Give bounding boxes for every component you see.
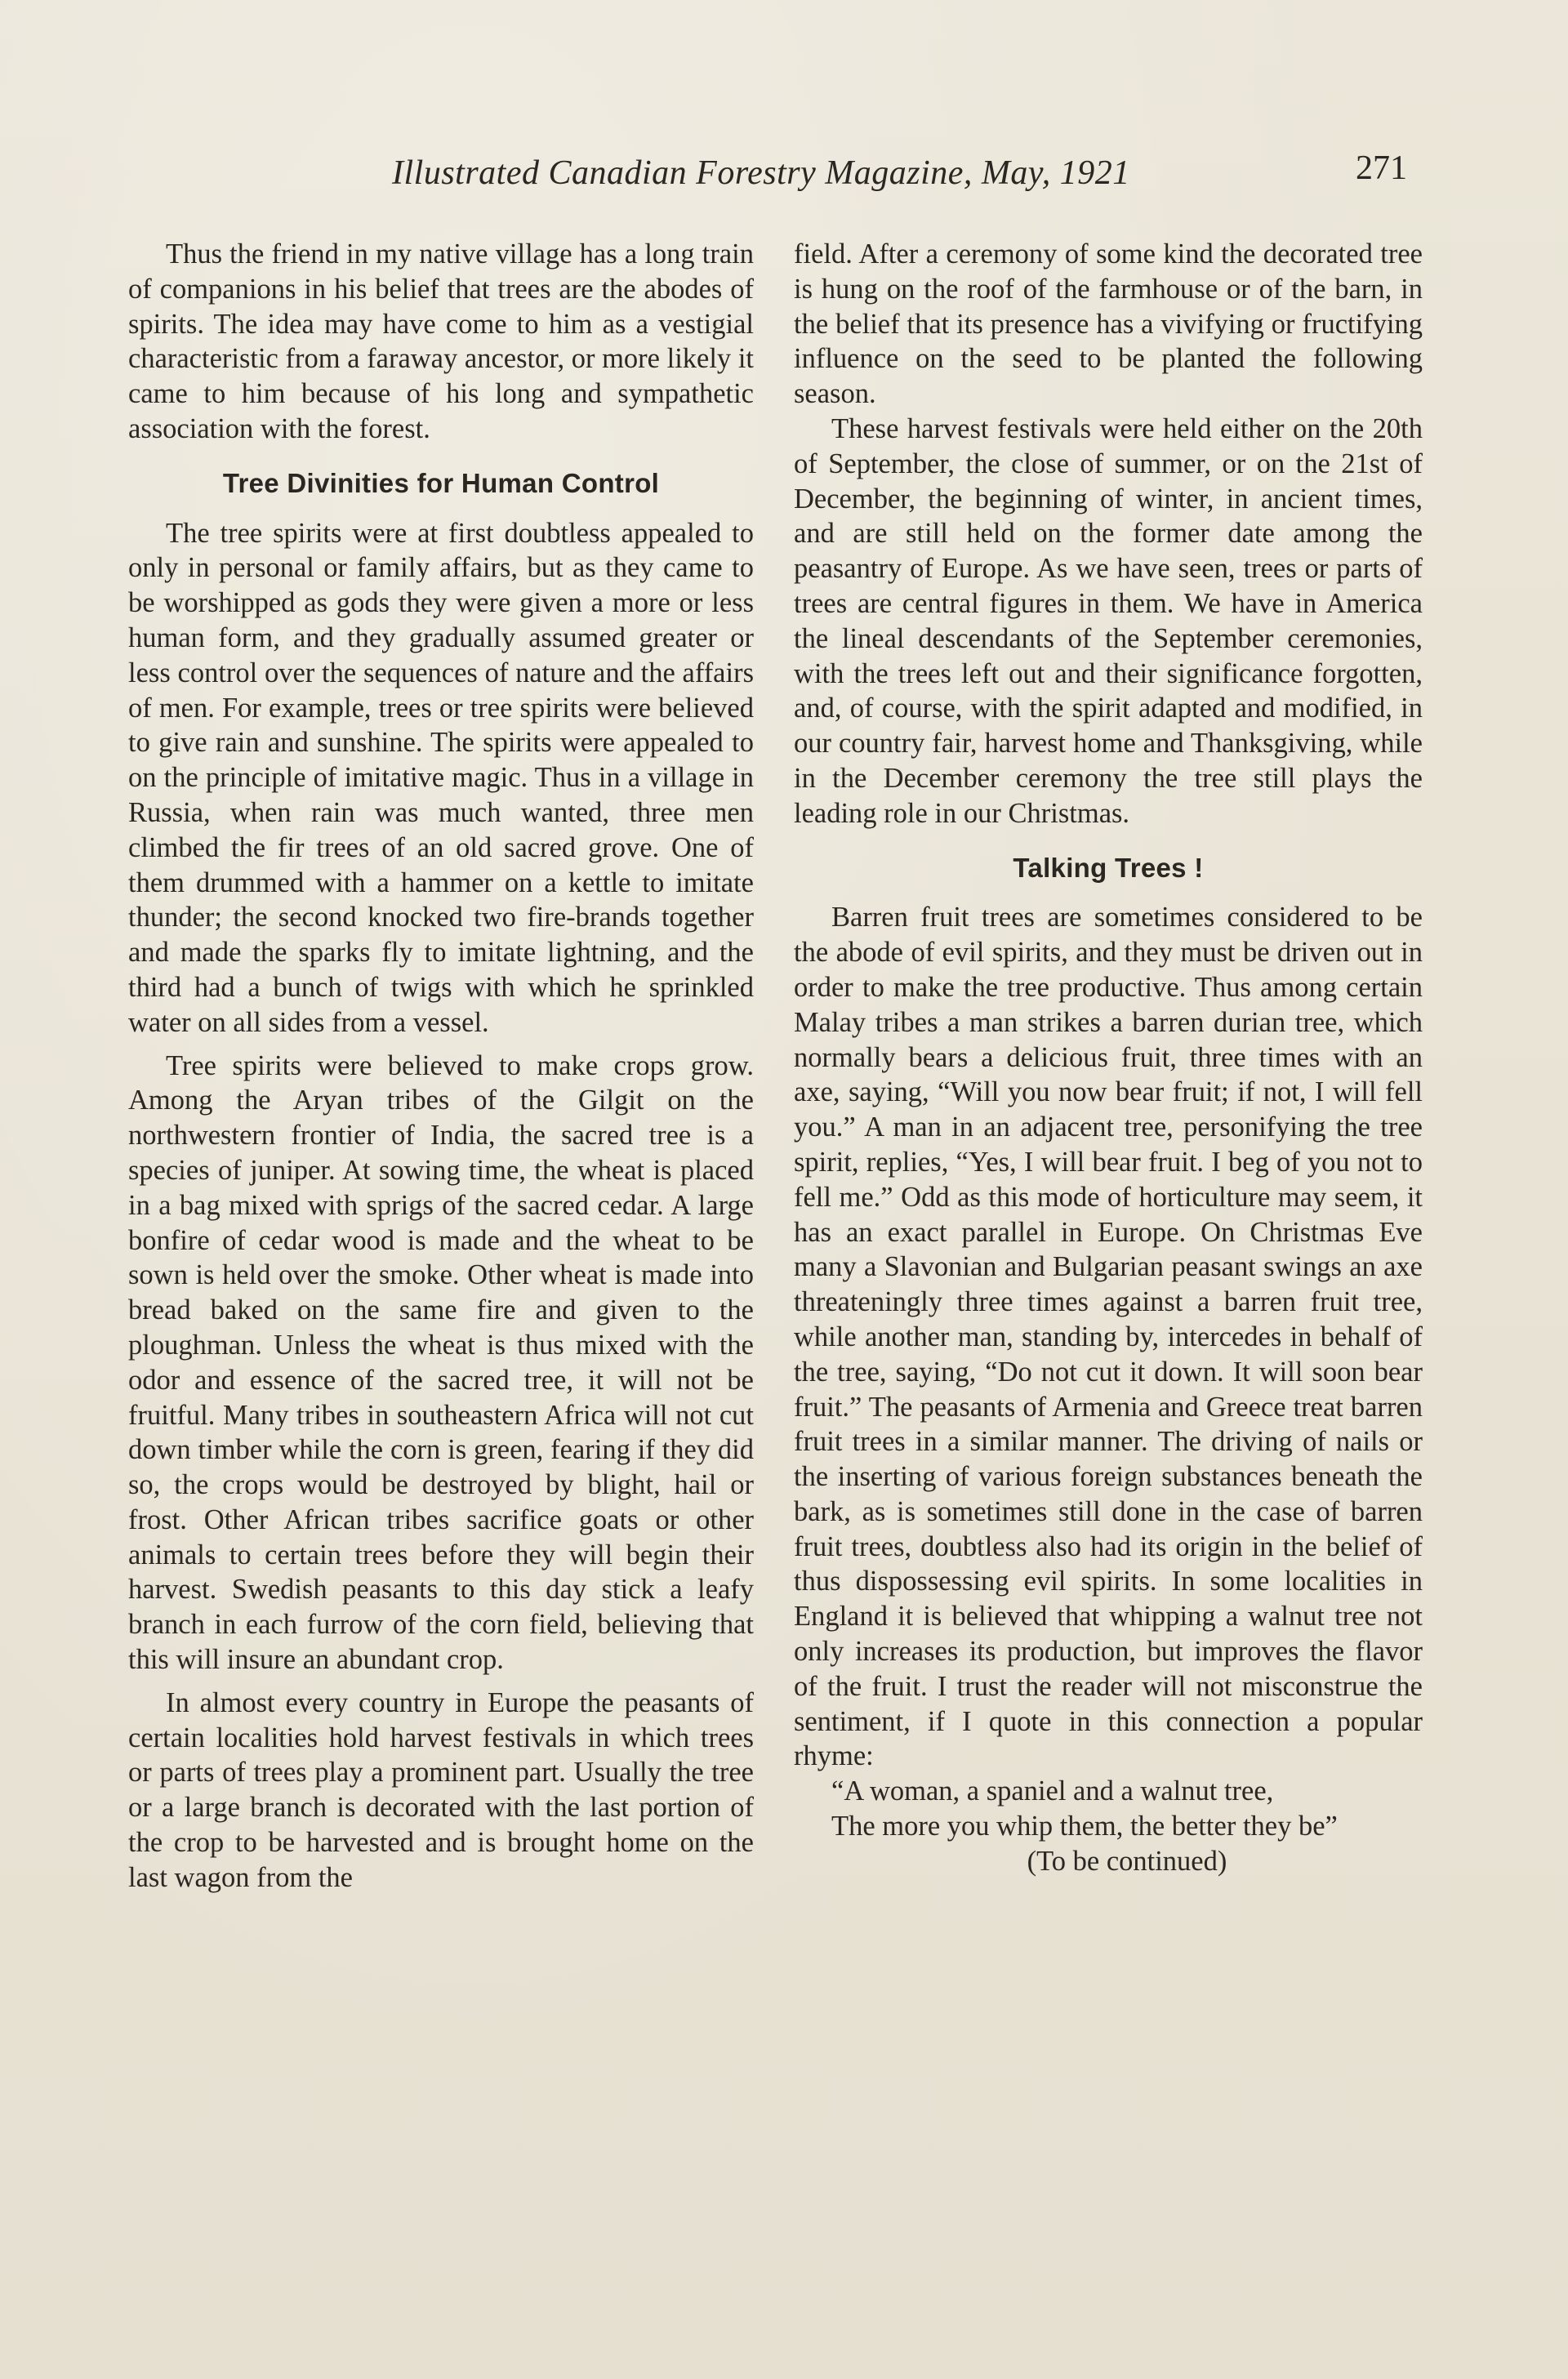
rhyme-line-2: The more you whip them, the better they be” [831, 1811, 1338, 1842]
header-title: Illustrated Canadian Forestry Magazine, May, 1921 [392, 154, 1130, 192]
running-header [0, 149, 1568, 203]
section-heading-tree-divinities: Tree Divinities for Human Control [222, 467, 660, 498]
right-paragraph-1: field. After a ceremony of some kind the decorated tree is hung on the roof of the farmhouse or of the barn, in the belief that its presence has a vivifying or fructifying influence on the seed to be planted the following season. [794, 238, 1423, 410]
right-paragraph-3: Barren fruit trees are sometimes considered to be the abode of evil spirits, and they must be driven out in order to make the tree productive. Thus among certain Malay tribes a man strikes a barren durian tree, which normally bears a delicious fruit, three times with an axe, saying, “Will you now bear fruit; if not, I will fell you.” A man in an adjacent tree, personifying the tree spirit, replies, “Yes, I will bear fruit. I beg of you not to fell me.” Odd as this mode of horticulture may seem, it has an exact parallel in Europe. On Christmas Eve many a Slavonian and Bulgarian peasant swings an axe threateningly three times against a barren fruit tree, while another man, standing by, intercedes in behalf of the tree, saying, “Do not cut it down. It will soon bear fruit.” The peasants of Armenia and Greece treat barren fruit trees in a similar manner. The driving of nails or the inserting of various foreign substances beneath the bark, as is sometimes still done in the case of barren fruit trees, doubtless also had its origin in the belief of thus dispossessing evil spirits. In some localities in England it is believed that whipping a walnut tree not only increases its production, but improves the flavor of the fruit. I trust the reader will not misconstrue the sentiment, if I quote in this connection a popular rhyme: [794, 902, 1423, 1772]
left-paragraph-1: Thus the friend in my native village has a long train of companions in his belief that trees are the abodes of spirits. The idea may have come to him as a vestigial characteristic from a faraway ancestor, or more likely it came to him because of his long and sympathetic association with the forest. [128, 238, 754, 444]
left-paragraph-2: The tree spirits were at first doubtless appealed to only in personal or family affairs, but as they came to be worshipped as gods they were given a more or less human form, and they gradually assumed greater or less control over the sequences of nature and the affairs of men. For example, trees or tree spirits were believed to give rain and sunshine. The spirits were appealed to on the principle of imitative magic. Thus in a village in Russia, when rain was much wanted, three men climbed the fir trees of an old sacred grove. One of them drummed with a hammer on a kettle to imitate thunder; the second knocked two fire-brands together and made the sparks fly to imitate lightning, and the third had a bunch of twigs with which he sprinkled water on all sides from a vessel. [128, 517, 754, 1038]
to-be-continued: (To be continued) [1027, 1845, 1227, 1877]
right-column [794, 237, 1423, 1879]
left-column [128, 237, 754, 1896]
rhyme-line-1: “A woman, a spaniel and a walnut tree, [831, 1775, 1274, 1807]
left-paragraph-3: Tree spirits were believed to make crops grow. Among the Aryan tribes of the Gilgit on the northwestern frontier of India, the sacred tree is a species of juniper. At sowing time, the wheat is placed in a bag mixed with sprigs of the sacred cedar. A large bonfire of cedar wood is made and the wheat to be sown is held over the smoke. Other wheat is made into bread baked on the same fire and given to the ploughman. Unless the wheat is thus mixed with the odor and essence of the sacred tree, it will not be fruitful. Many tribes in southeastern Africa will not cut down timber while the corn is green, fearing if they did so, the crops would be destroyed by blight, hail or frost. Other African tribes sacrifice goats or other animals to certain trees before they will begin their harvest. Swedish peasants to this day stick a leafy branch in each furrow of the corn field, believing that this will insure an abundant crop. [128, 1049, 754, 1676]
left-paragraph-4: In almost every country in Europe the peasants of certain localities hold harvest festivals in which trees or parts of trees play a prominent part. Usually the tree or a large branch is decorated with the last portion of the crop to be harvested and is brought home on the last wagon from the [128, 1686, 754, 1893]
page-number: 271 [1356, 149, 1407, 187]
section-heading-talking-trees: Talking Trees ! [1013, 852, 1204, 883]
right-paragraph-2: These harvest festivals were held either on the 20th of September, the close of summer, or on the 21st of December, the beginning of winter, in ancient times, and are still held on the former date among the peasantry of Europe. As we have seen, trees or parts of trees are central figures in them. We have in America the lineal descendants of the September ceremonies, with the trees left out and their significance forgotten, and, of course, with the spirit adapted and modified, in our country fair, harvest home and Thanksgiving, while in the December ceremony the tree still plays the leading role in our Christmas. [794, 412, 1423, 829]
rhyme [794, 1774, 1423, 1844]
